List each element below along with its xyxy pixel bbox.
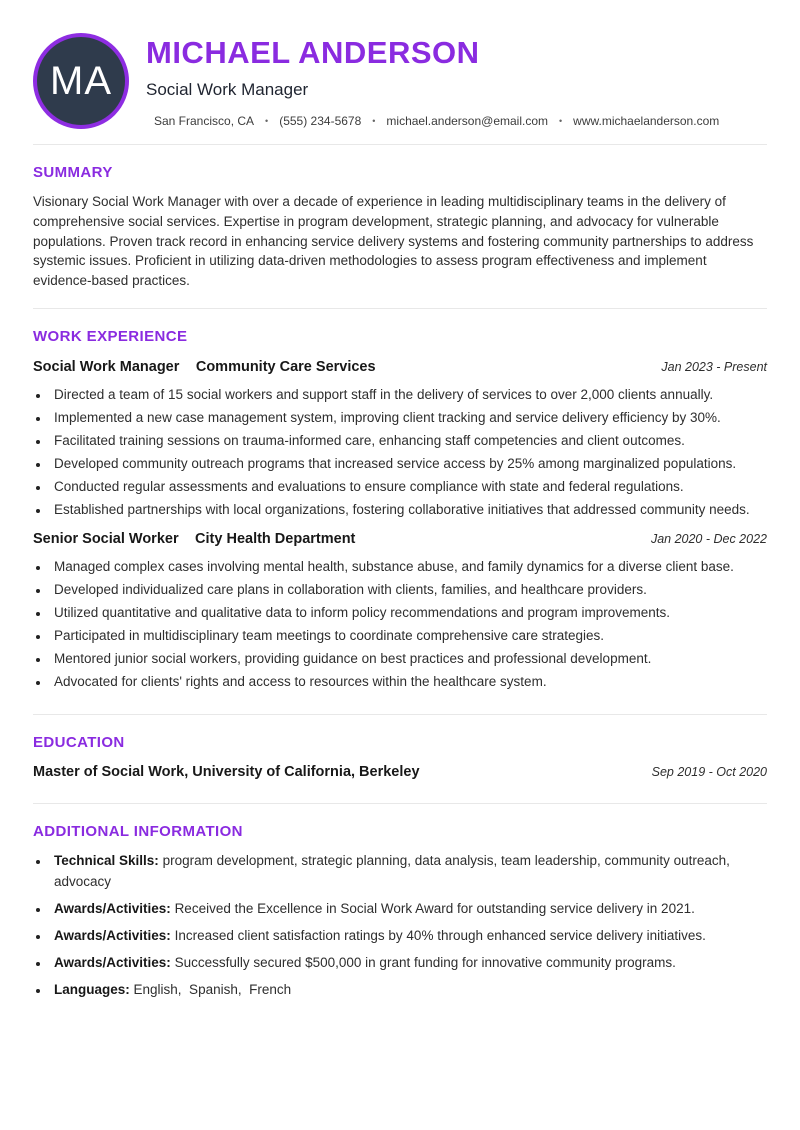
- job-bullet: • Established partnerships with local organizations, fostering collaborative initiatives that addressed community needs.: [50, 500, 767, 520]
- job-company: Community Care Services: [195, 358, 376, 375]
- info-item-awards: [50, 898, 767, 919]
- bullet-separator-icon: •: [559, 115, 563, 126]
- additional-info-list: [33, 850, 767, 1000]
- bullet-separator-icon: •: [265, 115, 269, 126]
- info-item-label: Awards/Activities:: [54, 954, 171, 970]
- contact-row: [146, 114, 719, 128]
- header-divider: [33, 144, 767, 145]
- info-item-languages: [50, 979, 767, 1000]
- job-role: Senior Social Worker: [33, 530, 179, 547]
- contact-phone: (555) 234-5678: [279, 113, 362, 128]
- additional-information-heading: ADDITIONAL INFORMATION: [33, 822, 243, 840]
- job-dates: Jan 2023 - Present: [661, 359, 767, 374]
- job-dates: Jan 2020 - Dec 2022: [650, 531, 767, 546]
- info-item-label: Languages:: [54, 981, 130, 997]
- avatar-initials: MA: [50, 58, 112, 103]
- job-entry: [33, 358, 767, 520]
- contact-website: www.michaelanderson.com: [573, 113, 720, 128]
- education-heading: EDUCATION: [33, 733, 125, 751]
- summary-text: Visionary Social Work Manager with over a decade of experience in leading multidisciplinary teams in the delivery of comprehensive social services. Expertise in program development, strategic planning, and advocacy for vulnerable populations. Proven track record in enhancing service delivery systems and fostering community partnerships to address systemic issues. Proficient in utilizing data-driven methodologies to assess program effectiveness and implement evidence-based practices.: [33, 194, 754, 289]
- job-bullet: • Mentored junior social workers, providing guidance on best practices and professional development.: [50, 649, 767, 669]
- job-entry-header: [33, 358, 767, 376]
- job-bullet: • Managed complex cases involving mental health, substance abuse, and family dynamics for a diverse client base.: [50, 557, 767, 577]
- job-bullet: • Developed community outreach programs that increased service access by 25% among marginalized populations.: [50, 454, 767, 474]
- info-item-text: program development, strategic planning, data analysis, team leadership, community outreach, advocacy: [54, 852, 734, 889]
- job-entry: [33, 530, 767, 692]
- job-company: City Health Department: [195, 530, 356, 547]
- info-item-text: Received the Excellence in Social Work Award for outstanding service delivery in 2021.: [174, 900, 695, 916]
- contact-location: San Francisco, CA: [154, 113, 255, 128]
- job-bullet: • Utilized quantitative and qualitative data to inform policy recommendations and program improvements.: [50, 603, 767, 623]
- header-text: [146, 34, 719, 127]
- section-divider: [33, 803, 767, 804]
- job-entry-titles: [33, 530, 355, 548]
- info-item-text: English, Spanish, French: [133, 981, 292, 997]
- education-degree: Master of Social Work, University of California, Berkeley: [33, 763, 420, 780]
- job-bullet-list: [33, 557, 767, 692]
- section-divider: [33, 714, 767, 715]
- education-section: [33, 734, 767, 780]
- job-bullet: • Advocated for clients' rights and access to resources within the healthcare system.: [50, 672, 767, 692]
- bullet-separator-icon: •: [372, 115, 376, 126]
- job-bullet: • Participated in multidisciplinary team meetings to coordinate comprehensive care strategies.: [50, 626, 767, 646]
- info-item-awards: [50, 952, 767, 973]
- info-item-text: Increased client satisfaction ratings by 40% through enhanced service delivery initiatives.: [174, 927, 706, 943]
- job-bullet: • Directed a team of 15 social workers and support staff in the delivery of services to over 2,000 clients annually.: [50, 385, 767, 405]
- section-divider: [33, 308, 767, 309]
- resume-header: [33, 33, 767, 129]
- candidate-name: MICHAEL ANDERSON: [146, 35, 480, 71]
- job-bullet: • Conducted regular assessments and evaluations to ensure compliance with state and federal regulations.: [50, 477, 767, 497]
- info-item-label: Awards/Activities:: [54, 900, 171, 916]
- info-item-awards: [50, 925, 767, 946]
- job-bullet-list: [33, 385, 767, 520]
- job-bullet: • Facilitated training sessions on trauma-informed care, enhancing staff competencies and client outcomes.: [50, 431, 767, 451]
- work-experience-section: [33, 328, 767, 692]
- avatar: [33, 33, 129, 129]
- info-item-technical-skills: [50, 850, 767, 892]
- job-entry-header: [33, 530, 767, 548]
- candidate-job-title: Social Work Manager: [146, 79, 309, 99]
- job-role: Social Work Manager: [33, 358, 180, 375]
- job-bullet: • Implemented a new case management system, improving client tracking and service delivery efficiency by 30%.: [50, 408, 767, 428]
- info-item-label: Technical Skills:: [54, 852, 159, 868]
- work-experience-heading: WORK EXPERIENCE: [33, 327, 188, 345]
- info-item-text: Successfully secured $500,000 in grant funding for innovative community programs.: [174, 954, 676, 970]
- job-bullet: • Developed individualized care plans in collaboration with clients, families, and healthcare providers.: [50, 580, 767, 600]
- additional-information-section: [33, 823, 767, 1000]
- job-entry-titles: [33, 358, 376, 376]
- summary-heading: SUMMARY: [33, 164, 113, 181]
- summary-section: [33, 164, 767, 291]
- education-dates: Sep 2019 - Oct 2020: [651, 764, 767, 779]
- education-entry: [33, 764, 767, 780]
- info-item-label: Awards/Activities:: [54, 927, 171, 943]
- contact-email: michael.anderson@email.com: [386, 113, 549, 128]
